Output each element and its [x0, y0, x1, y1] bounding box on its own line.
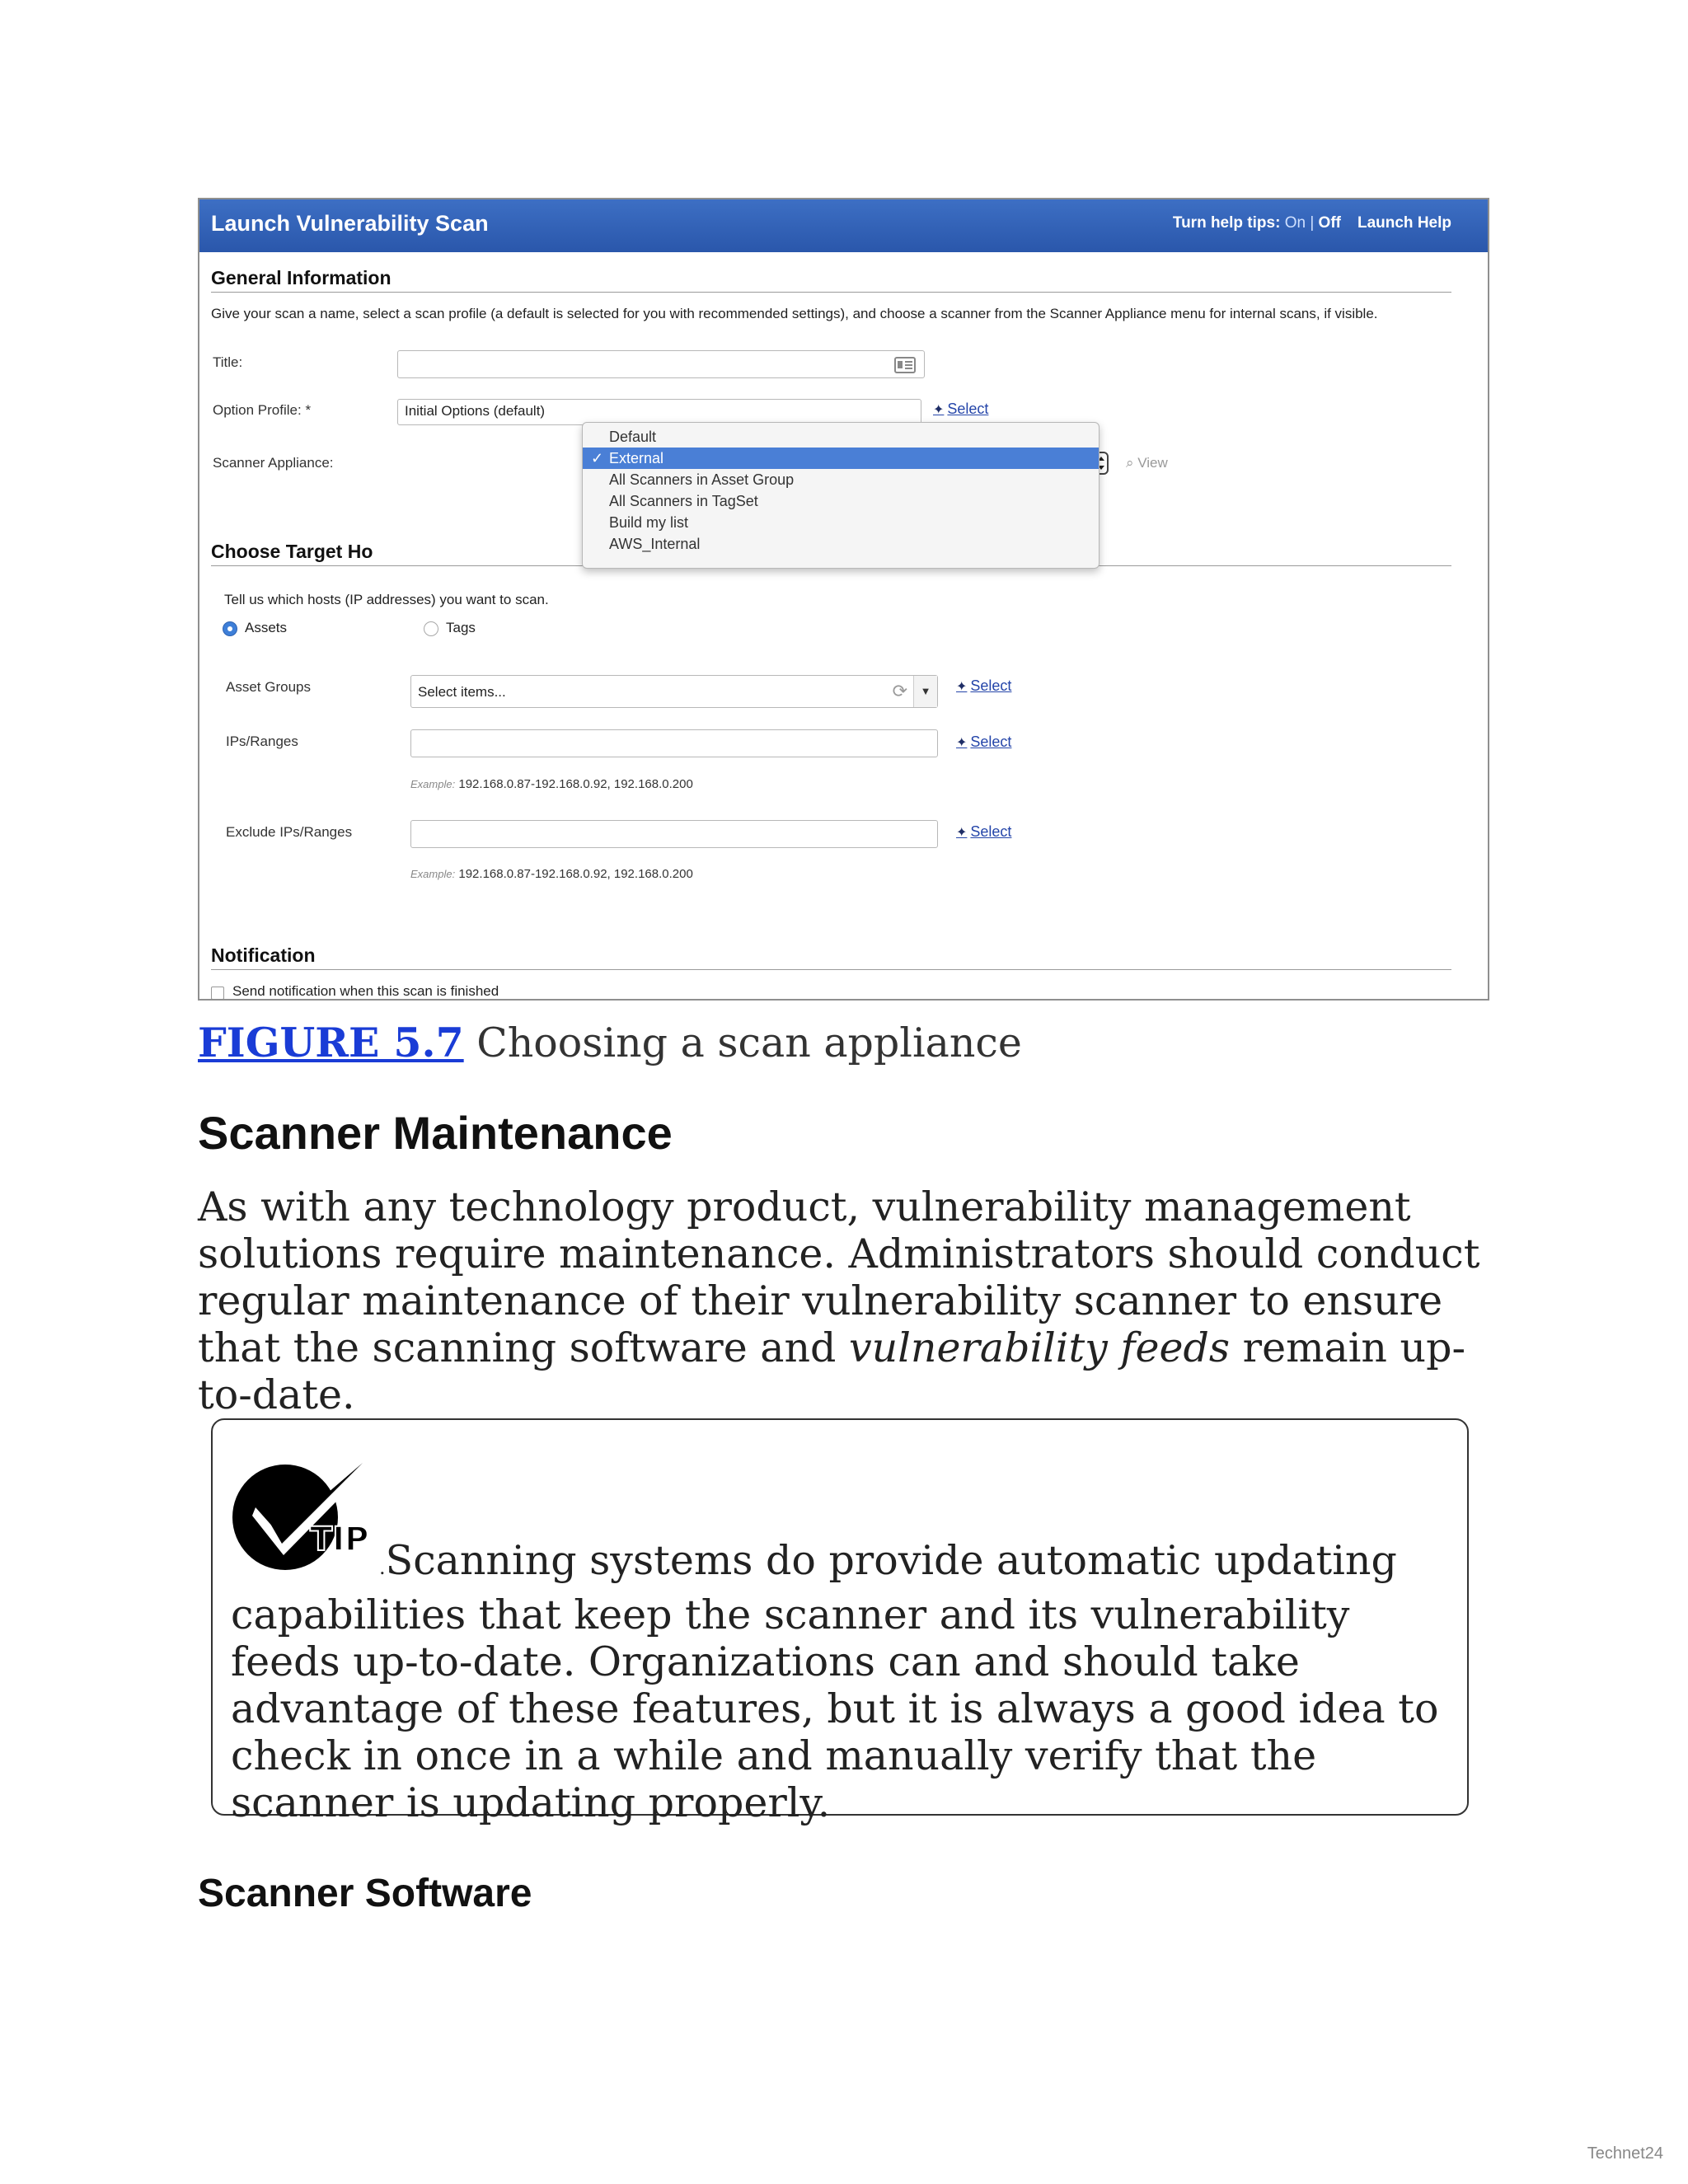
general-info-divider [211, 292, 1451, 293]
help-tips-label: Turn help tips: [1172, 214, 1285, 232]
general-info-description: Give your scan a name, select a scan profile (a default is selected for you with recommended settings), and choose a scanner from the Scanner Appliance menu for internal scans, if visible. [211, 306, 1378, 321]
ips-ranges-input[interactable] [410, 729, 938, 757]
contact-card-icon [894, 357, 916, 377]
launch-scan-screenshot [198, 198, 1489, 1001]
general-info-heading: General Information [211, 267, 392, 288]
section-heading-scanner-software: Scanner Software [198, 1872, 532, 1915]
option-profile-input[interactable]: Initial Options (default) [397, 399, 921, 425]
asset-groups-placeholder: Select items... [418, 684, 506, 700]
title-input[interactable] [397, 350, 925, 378]
target-hosts-heading: Choose Target Ho [211, 541, 373, 562]
view-icon: ⌕ [1126, 455, 1138, 471]
pointer-icon: ✦ [956, 736, 968, 750]
select-link-label: Select [970, 823, 1012, 840]
help-tips-off-toggle[interactable]: Off [1318, 214, 1341, 232]
figure-reference-link[interactable]: FIGURE 5.7 [198, 1019, 464, 1066]
pointer-icon: ✦ [956, 826, 968, 840]
checkmark-icon: ✓ [591, 450, 604, 466]
scanner-option[interactable]: Default [609, 429, 657, 445]
example-prefix: Example: [410, 868, 456, 880]
asset-groups-select-link[interactable] [956, 677, 1011, 695]
example-value: 192.168.0.87-192.168.0.92, 192.168.0.200 [458, 867, 693, 881]
ips-example [410, 777, 693, 791]
scanner-option[interactable]: All Scanners in TagSet [609, 493, 758, 509]
help-tips-separator: | [1306, 214, 1319, 232]
chevron-down-icon[interactable]: ▼ [913, 676, 937, 707]
scanner-option-selected[interactable]: ✓ External [583, 448, 1099, 469]
footer-watermark: Technet24 [1587, 2144, 1663, 2163]
example-prefix: Example: [410, 778, 456, 790]
exclude-example [410, 867, 693, 881]
tags-radio[interactable] [424, 621, 438, 636]
option-profile-select-link[interactable] [933, 401, 988, 418]
notification-divider [211, 969, 1451, 970]
scanner-option[interactable]: All Scanners in Asset Group [609, 471, 795, 488]
section-heading-scanner-maintenance: Scanner Maintenance [198, 1107, 673, 1159]
tags-radio-label: Tags [446, 620, 476, 635]
asset-groups-multiselect[interactable] [410, 675, 938, 708]
refresh-icon[interactable]: ⟳ [892, 681, 907, 701]
title-label: Title: [213, 354, 243, 370]
pointer-icon: ✦ [933, 403, 945, 417]
option-profile-label: Option Profile: * [213, 402, 312, 418]
assets-radio[interactable] [223, 621, 237, 636]
dialog-title: Launch Vulnerability Scan [211, 211, 489, 236]
vulnerability-feeds-term: vulnerability feeds [848, 1324, 1231, 1371]
exclude-ips-select-link[interactable] [956, 823, 1011, 841]
svg-text:TIP: TIP [310, 1521, 369, 1558]
scanner-view-link[interactable] [1126, 455, 1168, 471]
assets-radio-label: Assets [245, 620, 288, 635]
exclude-ips-input[interactable] [410, 820, 938, 848]
select-link-label: Select [970, 733, 1012, 750]
launch-help-link[interactable]: Launch Help [1357, 214, 1451, 232]
tip-text: .Scanning systems do provide automatic updating capabilities that keep the scanner and its vulnerability feeds up-to-date. Organizations can and should take advantage of these features, but it is always a good idea to check in once in a while and manually verify that the scanner is updating properly. [231, 1537, 1439, 1826]
view-label: View [1137, 455, 1168, 471]
maintenance-paragraph: As with any technology product, vulnerability management solutions require maintenance. Administrators should conduct regular maintenance of their vulnerability scanner to ensure that the scanning software and vulnerability feeds remain up-to-date. [198, 1183, 1480, 1418]
asset-groups-label: Asset Groups [226, 679, 311, 695]
target-hosts-description: Tell us which hosts (IP addresses) you want to scan. [224, 592, 549, 607]
notification-checkbox-label: Send notification when this scan is finished [232, 983, 499, 999]
figure-caption [198, 1019, 1022, 1066]
ips-ranges-label: IPs/Ranges [226, 733, 298, 749]
select-link-label: Select [970, 677, 1012, 694]
scanner-appliance-dropdown[interactable] [582, 422, 1100, 569]
help-tips-on-toggle[interactable]: On [1284, 214, 1306, 232]
tip-box [211, 1418, 1469, 1826]
dialog-titlebar [199, 199, 1488, 252]
scanner-option[interactable]: Build my list [609, 514, 689, 531]
exclude-ips-label: Exclude IPs/Ranges [226, 824, 353, 840]
notification-heading: Notification [211, 944, 316, 966]
ips-ranges-select-link[interactable] [956, 733, 1011, 751]
figure-caption-text: Choosing a scan appliance [463, 1019, 1022, 1066]
pointer-icon: ✦ [956, 680, 968, 694]
scanner-option[interactable]: AWS_Internal [609, 536, 701, 552]
select-link-label: Select [947, 401, 989, 417]
scanner-appliance-label: Scanner Appliance: [213, 455, 334, 471]
notification-checkbox[interactable] [211, 987, 224, 1000]
help-tips-bar [1173, 214, 1451, 232]
example-value: 192.168.0.87-192.168.0.92, 192.168.0.200 [458, 777, 693, 791]
